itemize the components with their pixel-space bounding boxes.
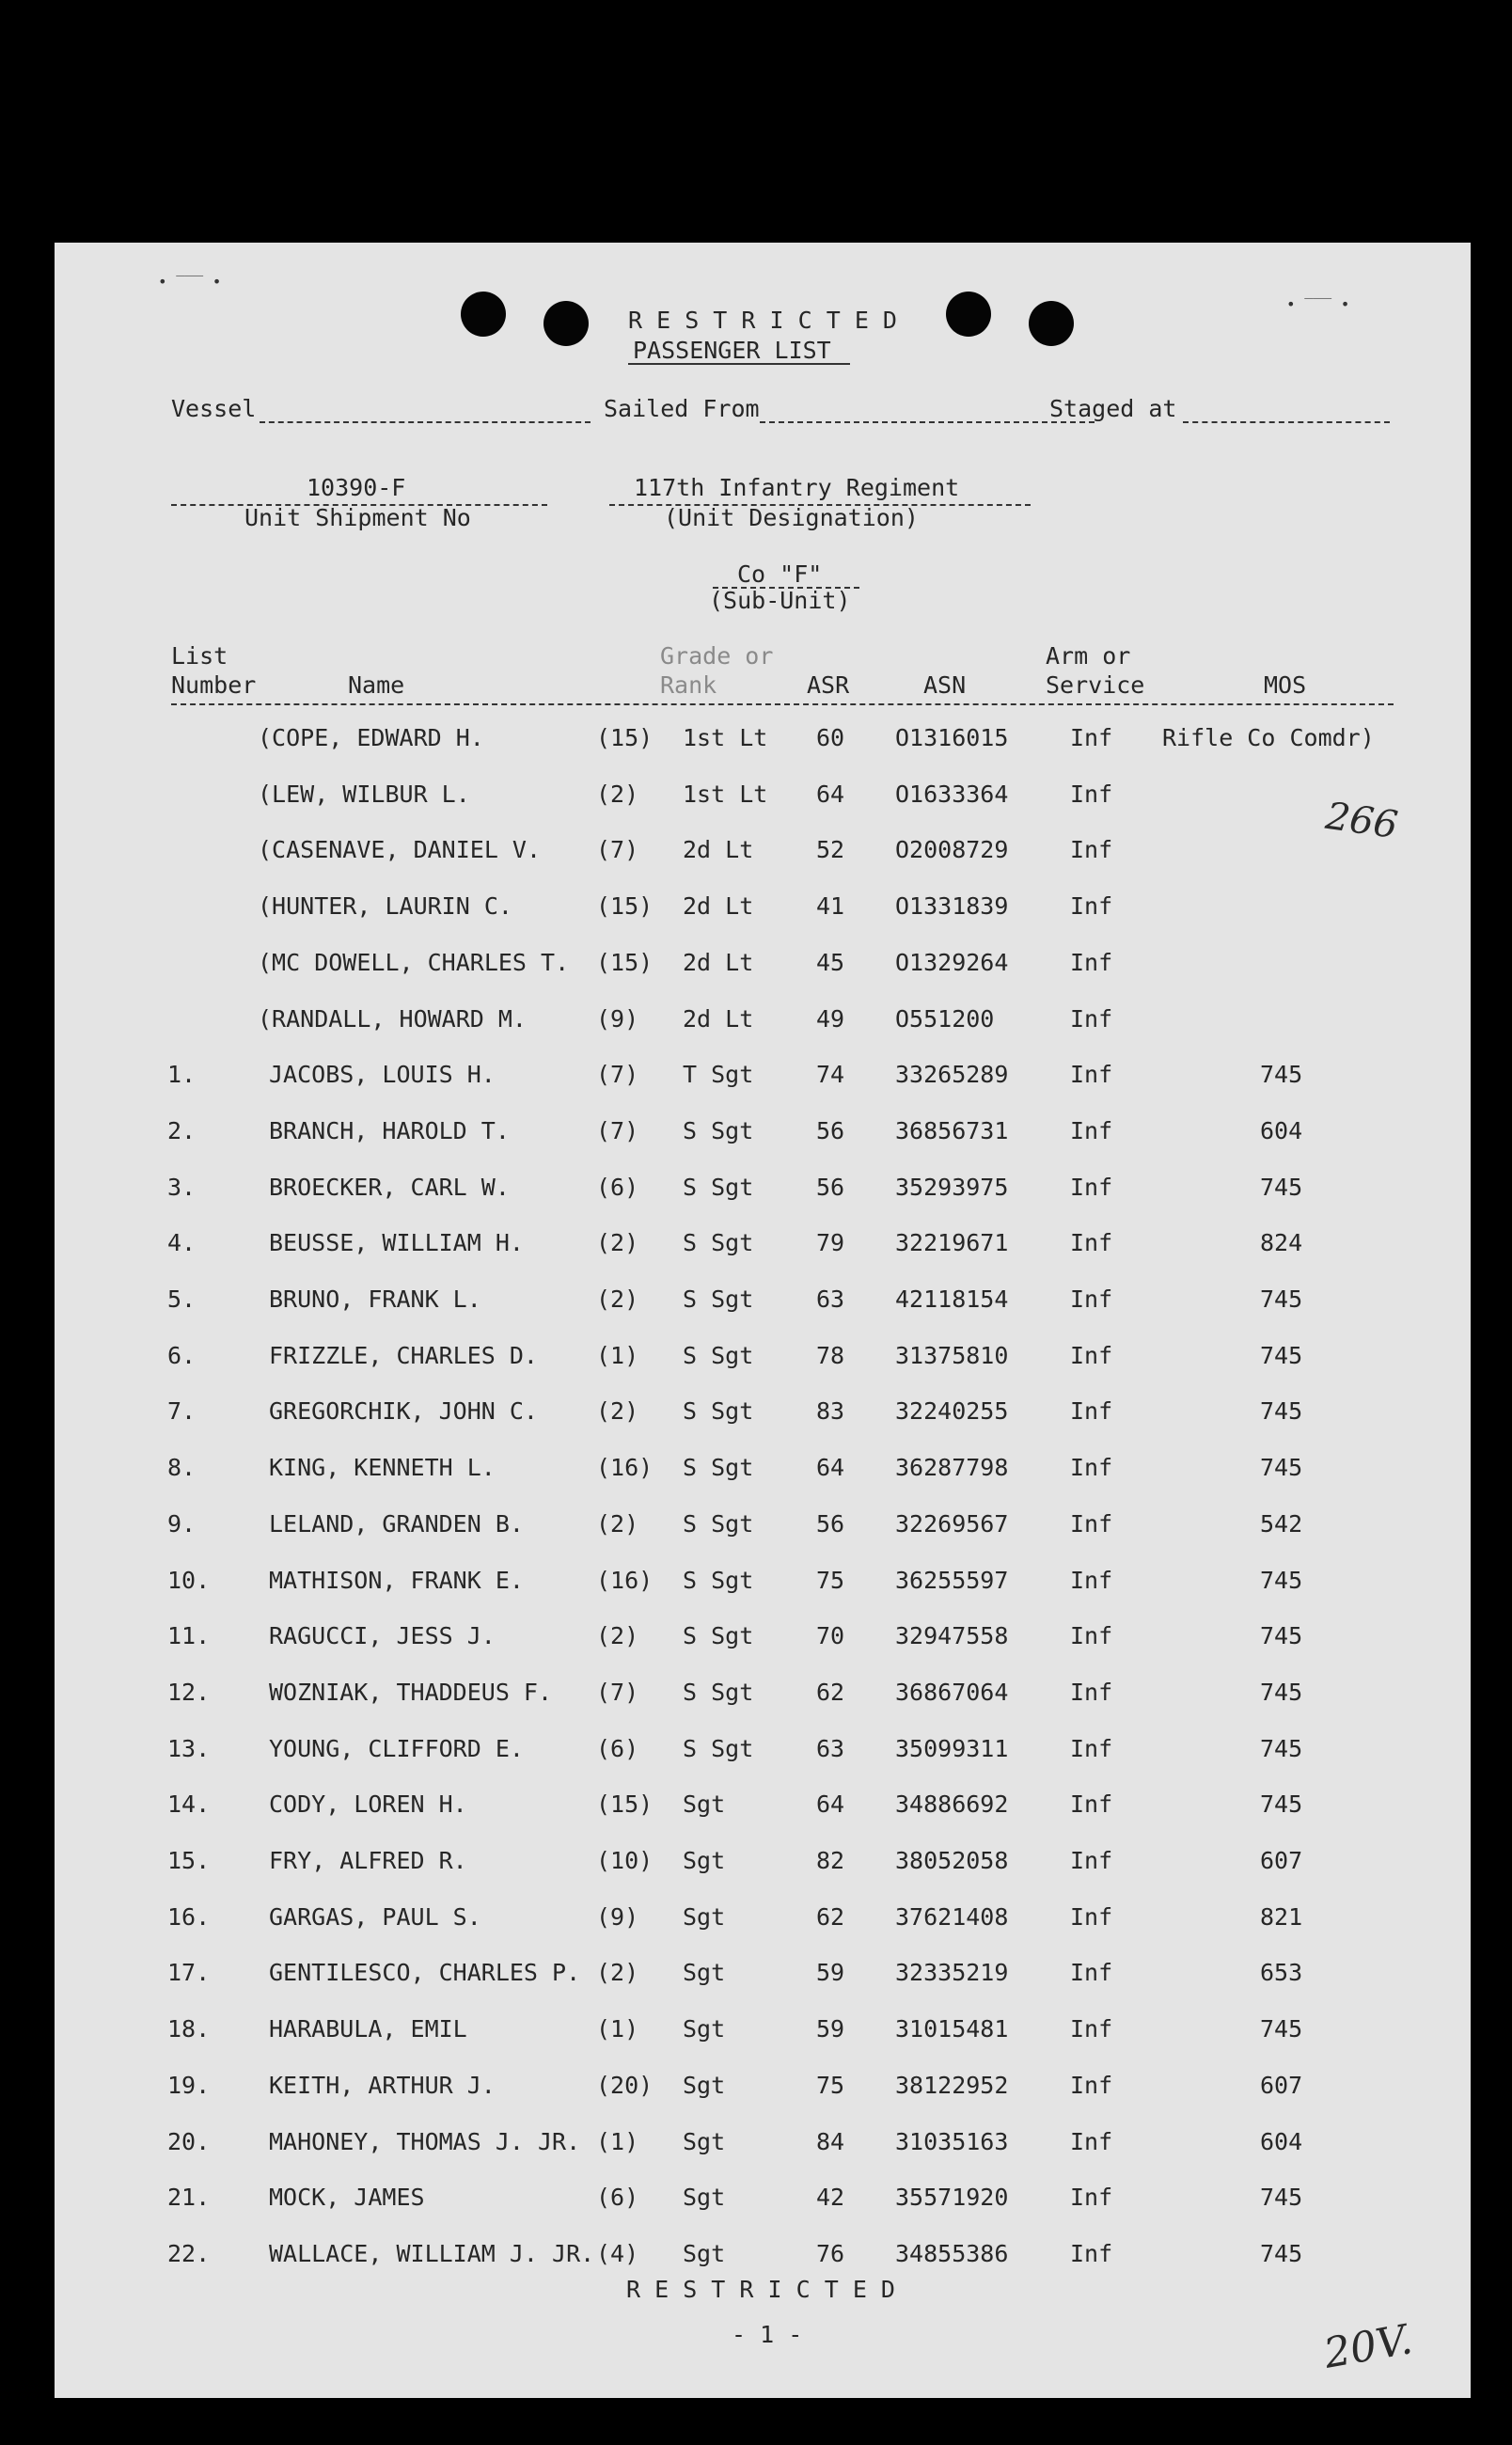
handwritten-note: 20V. [1320,2315,1416,2378]
code-cell: (1) [596,2015,639,2043]
code-cell: (20) [596,2072,654,2099]
asr-cell: 63 [816,1286,845,1313]
code-cell: (9) [596,1005,639,1033]
code-cell: (1) [596,2128,639,2155]
mos-cell: 745 [1260,2184,1303,2211]
grade-cell: S Sgt [683,1454,754,1481]
col-mos: MOS [1264,671,1307,699]
name-cell: RAGUCCI, JESS J. [269,1622,496,1649]
asn-cell: 32947558 [895,1622,1009,1649]
asr-cell: 84 [816,2128,845,2155]
punch-hole [946,292,991,337]
table-row [55,836,1471,874]
asn-cell: O1331839 [895,892,1009,920]
list-number-cell: 6. [167,1342,197,1369]
asn-cell: 36255597 [895,1567,1009,1594]
code-cell: (7) [596,1679,639,1706]
asr-cell: 78 [816,1342,845,1369]
code-cell: (16) [596,1567,654,1594]
arm-cell: Inf [1070,1567,1113,1594]
header-rule [171,703,1394,705]
asr-cell: 56 [816,1174,845,1201]
name-cell: BEUSSE, WILLIAM H. [269,1229,524,1256]
list-number-cell: 5. [167,1286,197,1313]
mos-cell: 745 [1260,1735,1303,1762]
asn-cell: 33265289 [895,1061,1009,1088]
grade-cell: Sgt [683,2240,726,2267]
asr-cell: 45 [816,949,845,976]
unit-shipment-no: 10390-F [307,474,406,501]
table-row [55,1847,1471,1885]
staged-at-field [1183,421,1390,423]
arm-cell: Inf [1070,1286,1113,1313]
asn-cell: 32335219 [895,1959,1009,1986]
asn-cell: 34886692 [895,1790,1009,1818]
table-row [55,2015,1471,2053]
staged-at-label: Staged at [1049,395,1177,422]
table-row [55,1679,1471,1716]
list-number-cell: 12. [167,1679,211,1706]
asr-cell: 70 [816,1622,845,1649]
code-cell: (15) [596,1790,654,1818]
asr-cell: 82 [816,1847,845,1874]
list-number-cell: 21. [167,2184,211,2211]
code-cell: (7) [596,836,639,863]
mos-cell: 604 [1260,2128,1303,2155]
table-row [55,1903,1471,1941]
asr-cell: 41 [816,892,845,920]
arm-cell: Inf [1070,892,1113,920]
table-row [55,1286,1471,1323]
pin-mark-left: • ‾‾‾ • [158,273,222,291]
list-number-cell: 9. [167,1510,197,1538]
asn-cell: 31035163 [895,2128,1009,2155]
mos-cell: 745 [1260,1342,1303,1369]
asn-cell: 36867064 [895,1679,1009,1706]
name-cell: GENTILESCO, CHARLES P. [269,1959,581,1986]
name-cell: YOUNG, CLIFFORD E. [269,1735,524,1762]
classification-bottom: R E S T R I C T E D [626,2276,895,2303]
code-cell: (15) [596,892,654,920]
asn-cell: 38122952 [895,2072,1009,2099]
arm-cell: Inf [1070,1679,1113,1706]
table-row [55,2184,1471,2221]
name-cell: MOCK, JAMES [269,2184,425,2211]
grade-cell: 2d Lt [683,836,754,863]
code-cell: (2) [596,1286,639,1313]
mos-cell: 607 [1260,1847,1303,1874]
name-cell: (CASENAVE, DANIEL V. [258,836,542,863]
vessel-field [260,421,591,423]
mos-cell: 745 [1260,1174,1303,1201]
arm-cell: Inf [1070,2015,1113,2043]
asn-cell: 35571920 [895,2184,1009,2211]
table-row [55,1790,1471,1828]
arm-cell: Inf [1070,1790,1113,1818]
vessel-label: Vessel [171,395,257,422]
grade-cell: Sgt [683,1959,726,1986]
col-asn: ASN [923,671,967,699]
mos-cell: 745 [1260,1286,1303,1313]
asr-cell: 62 [816,1679,845,1706]
grade-cell: S Sgt [683,1174,754,1201]
arm-cell: Inf [1070,1510,1113,1538]
arm-cell: Inf [1070,2184,1113,2211]
grade-cell: Sgt [683,1847,726,1874]
mos-cell: 824 [1260,1229,1303,1256]
unit-designation: 117th Infantry Regiment [634,474,960,501]
arm-cell: Inf [1070,1735,1113,1762]
handwritten-page-number: 266 [1323,794,1401,848]
grade-cell: Sgt [683,2184,726,2211]
title-underline [628,363,850,365]
code-cell: (2) [596,1622,639,1649]
arm-cell: Inf [1070,1229,1113,1256]
list-number-cell: 15. [167,1847,211,1874]
list-number-cell: 10. [167,1567,211,1594]
arm-cell: Inf [1070,1342,1113,1369]
list-number-cell: 19. [167,2072,211,2099]
asr-cell: 62 [816,1903,845,1931]
asn-cell: O1329264 [895,949,1009,976]
code-cell: (15) [596,949,654,976]
asr-cell: 75 [816,2072,845,2099]
list-number-cell: 13. [167,1735,211,1762]
code-cell: (2) [596,1229,639,1256]
asr-cell: 56 [816,1117,845,1144]
table-row [55,1397,1471,1435]
grade-cell: 1st Lt [683,781,768,808]
code-cell: (16) [596,1454,654,1481]
unit-designation-label: (Unit Designation) [664,504,919,531]
punch-hole [543,301,589,346]
table-row [55,1510,1471,1548]
name-cell: JACOBS, LOUIS H. [269,1061,496,1088]
asr-cell: 79 [816,1229,845,1256]
asr-cell: 75 [816,1567,845,1594]
list-number-cell: 11. [167,1622,211,1649]
code-cell: (6) [596,1735,639,1762]
asn-cell: 31015481 [895,2015,1009,2043]
code-cell: (7) [596,1117,639,1144]
col-grade: Grade or Rank [660,642,774,699]
list-number-cell: 3. [167,1174,197,1201]
arm-cell: Inf [1070,1454,1113,1481]
mos-cell: 604 [1260,1117,1303,1144]
sub-unit: Co "F" [737,560,823,588]
asn-cell: 32240255 [895,1397,1009,1425]
table-row [55,1005,1471,1043]
asr-cell: 56 [816,1510,845,1538]
asn-cell: 38052058 [895,1847,1009,1874]
code-cell: (4) [596,2240,639,2267]
list-number-cell: 14. [167,1790,211,1818]
grade-cell: Sgt [683,1790,726,1818]
asr-cell: 76 [816,2240,845,2267]
asn-cell: 34855386 [895,2240,1009,2267]
asn-cell: O2008729 [895,836,1009,863]
list-number-cell: 8. [167,1454,197,1481]
code-cell: (2) [596,781,639,808]
grade-cell: S Sgt [683,1679,754,1706]
grade-cell: Sgt [683,1903,726,1931]
mos-cell: 653 [1260,1959,1303,1986]
grade-cell: Sgt [683,2128,726,2155]
asn-cell: 36856731 [895,1117,1009,1144]
asr-cell: 64 [816,1790,845,1818]
mos-cell: 821 [1260,1903,1303,1931]
arm-cell: Inf [1070,1622,1113,1649]
grade-cell: S Sgt [683,1229,754,1256]
name-cell: CODY, LOREN H. [269,1790,467,1818]
asr-cell: 74 [816,1061,845,1088]
mos-cell: 745 [1260,2015,1303,2043]
name-cell: KEITH, ARTHUR J. [269,2072,496,2099]
list-number-cell: 18. [167,2015,211,2043]
list-number-cell: 17. [167,1959,211,1986]
grade-cell: S Sgt [683,1286,754,1313]
page-number: - 1 - [732,2321,803,2348]
asr-cell: 64 [816,781,845,808]
arm-cell: Inf [1070,1903,1113,1931]
grade-cell: 2d Lt [683,892,754,920]
asn-cell: 42118154 [895,1286,1009,1313]
col-name: Name [348,671,405,699]
grade-cell: S Sgt [683,1342,754,1369]
mos-cell: 607 [1260,2072,1303,2099]
col-list-number: List Number [171,642,257,699]
arm-cell: Inf [1070,1174,1113,1201]
document-page [55,243,1471,2398]
arm-cell: Inf [1070,1005,1113,1033]
arm-cell: Inf [1070,1847,1113,1874]
list-number-cell: 2. [167,1117,197,1144]
table-row [55,2072,1471,2109]
list-number-cell: 7. [167,1397,197,1425]
col-asr: ASR [807,671,850,699]
code-cell: (2) [596,1397,639,1425]
asr-cell: 83 [816,1397,845,1425]
list-number-cell: 4. [167,1229,197,1256]
asr-cell: 63 [816,1735,845,1762]
punch-hole [1029,301,1074,346]
grade-cell: T Sgt [683,1061,754,1088]
table-row [55,1959,1471,1996]
name-cell: HARABULA, EMIL [269,2015,467,2043]
table-row [55,2128,1471,2166]
name-cell: (HUNTER, LAURIN C. [258,892,512,920]
table-row [55,1229,1471,1267]
mos-cell: 542 [1260,1510,1303,1538]
asr-cell: 60 [816,724,845,751]
arm-cell: Inf [1070,1397,1113,1425]
list-number-cell: 20. [167,2128,211,2155]
name-cell: WALLACE, WILLIAM J. JR. [269,2240,595,2267]
code-cell: (10) [596,1847,654,1874]
asn-cell: 37621408 [895,1903,1009,1931]
col-arm: Arm or Service [1046,642,1145,699]
classification-top: R E S T R I C T E D [628,307,897,334]
name-cell: (LEW, WILBUR L. [258,781,470,808]
arm-cell: Inf [1070,836,1113,863]
arm-cell: Inf [1070,949,1113,976]
list-number-cell: 1. [167,1061,197,1088]
asn-cell: 35099311 [895,1735,1009,1762]
asn-cell: O1633364 [895,781,1009,808]
name-cell: FRIZZLE, CHARLES D. [269,1342,538,1369]
grade-cell: 2d Lt [683,1005,754,1033]
asr-cell: 59 [816,2015,845,2043]
table-row [55,1622,1471,1660]
asn-cell: O1316015 [895,724,1009,751]
mos-cell: 745 [1260,1790,1303,1818]
code-cell: (1) [596,1342,639,1369]
mos-cell: 745 [1260,1567,1303,1594]
name-cell: WOZNIAK, THADDEUS F. [269,1679,553,1706]
code-cell: (2) [596,1510,639,1538]
table-row [55,1061,1471,1098]
table-row [55,781,1471,818]
sailed-from-field [760,421,1095,423]
grade-cell: 1st Lt [683,724,768,751]
mos-cell: 745 [1260,1622,1303,1649]
list-number-cell: 22. [167,2240,211,2267]
name-cell: KING, KENNETH L. [269,1454,496,1481]
asn-cell: 32219671 [895,1229,1009,1256]
arm-cell: Inf [1070,1117,1113,1144]
arm-cell: Inf [1070,724,1113,751]
mos-cell: 745 [1260,1454,1303,1481]
name-cell: BROECKER, CARL W. [269,1174,510,1201]
sailed-from-label: Sailed From [604,395,760,422]
asr-cell: 59 [816,1959,845,1986]
name-cell: MAHONEY, THOMAS J. JR. [269,2128,581,2155]
table-row [55,1342,1471,1380]
unit-shipment-label: Unit Shipment No [244,504,471,531]
asr-cell: 64 [816,1454,845,1481]
code-cell: (6) [596,1174,639,1201]
document-title: PASSENGER LIST [633,337,831,364]
code-cell: (6) [596,2184,639,2211]
arm-cell: Inf [1070,2072,1113,2099]
arm-cell: Inf [1070,2128,1113,2155]
asr-cell: 42 [816,2184,845,2211]
arm-cell: Inf [1070,781,1113,808]
grade-cell: S Sgt [683,1510,754,1538]
grade-cell: S Sgt [683,1567,754,1594]
name-cell: GARGAS, PAUL S. [269,1903,481,1931]
mos-cell: 745 [1260,1397,1303,1425]
punch-hole [461,292,506,337]
name-cell: (COPE, EDWARD H. [258,724,484,751]
grade-cell: S Sgt [683,1397,754,1425]
table-row [55,1454,1471,1491]
asr-cell: 52 [816,836,845,863]
table-row [55,2240,1471,2278]
arm-cell: Inf [1070,1061,1113,1088]
mos-cell: Rifle Co Comdr) [1162,724,1375,751]
asn-cell: 31375810 [895,1342,1009,1369]
name-cell: (MC DOWELL, CHARLES T. [258,949,570,976]
code-cell: (7) [596,1061,639,1088]
pin-mark-right: • ‾‾‾ • [1286,295,1350,313]
code-cell: (9) [596,1903,639,1931]
grade-cell: Sgt [683,2015,726,2043]
mos-cell: 745 [1260,1061,1303,1088]
mos-cell: 745 [1260,1679,1303,1706]
code-cell: (2) [596,1959,639,1986]
name-cell: MATHISON, FRANK E. [269,1567,524,1594]
asn-cell: 32269567 [895,1510,1009,1538]
sub-unit-label: (Sub-Unit) [709,587,851,614]
name-cell: FRY, ALFRED R. [269,1847,467,1874]
name-cell: BRUNO, FRANK L. [269,1286,481,1313]
table-row [55,1567,1471,1604]
arm-cell: Inf [1070,2240,1113,2267]
arm-cell: Inf [1070,1959,1113,1986]
table-row [55,949,1471,986]
mos-cell: 745 [1260,2240,1303,2267]
asn-cell: O551200 [895,1005,995,1033]
table-row [55,724,1471,762]
table-row [55,1117,1471,1155]
table-row [55,1735,1471,1773]
name-cell: GREGORCHIK, JOHN C. [269,1397,538,1425]
name-cell: LELAND, GRANDEN B. [269,1510,524,1538]
name-cell: BRANCH, HAROLD T. [269,1117,510,1144]
grade-cell: 2d Lt [683,949,754,976]
asn-cell: 35293975 [895,1174,1009,1201]
asn-cell: 36287798 [895,1454,1009,1481]
asr-cell: 49 [816,1005,845,1033]
grade-cell: Sgt [683,2072,726,2099]
name-cell: (RANDALL, HOWARD M. [258,1005,527,1033]
grade-cell: S Sgt [683,1622,754,1649]
grade-cell: S Sgt [683,1735,754,1762]
list-number-cell: 16. [167,1903,211,1931]
table-row [55,1174,1471,1211]
grade-cell: S Sgt [683,1117,754,1144]
table-row [55,892,1471,930]
code-cell: (15) [596,724,654,751]
